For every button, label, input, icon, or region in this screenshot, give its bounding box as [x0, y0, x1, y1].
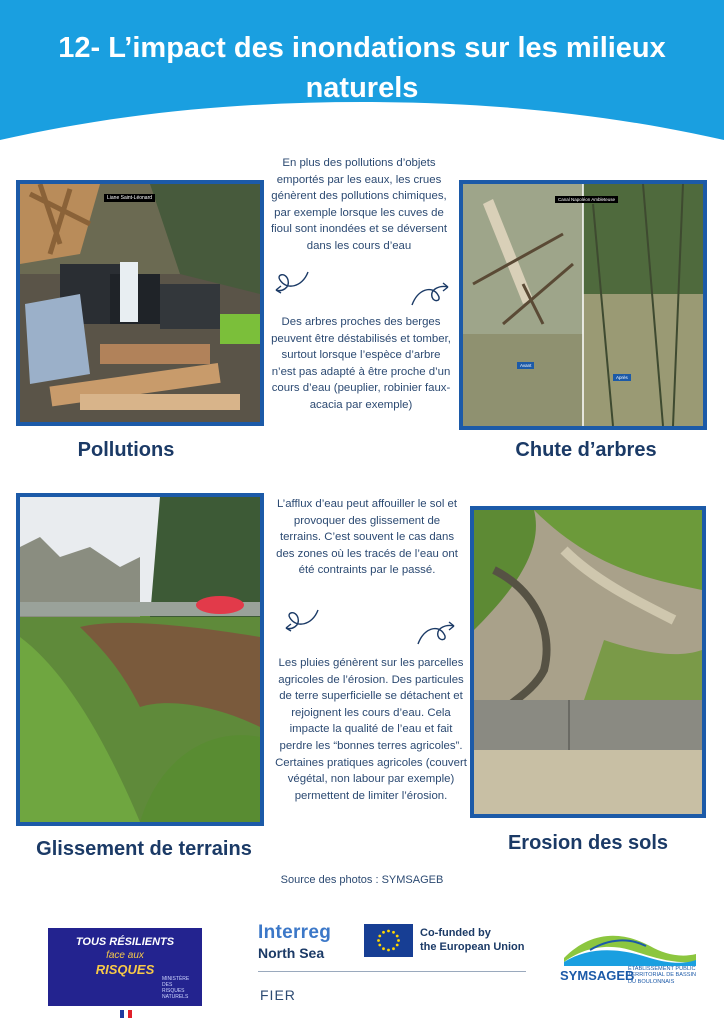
symsageb-wave-icon	[560, 928, 700, 968]
before-label: Avant	[517, 362, 534, 369]
logo-text: RISQUES	[95, 962, 155, 977]
logo-text: North Sea	[258, 945, 325, 961]
tous-resilients-logo	[48, 928, 202, 1006]
logo-text: SYMSAGEB	[560, 968, 635, 983]
curl-arrow-icon	[414, 618, 458, 648]
caption-pollutions: Pollutions	[77, 439, 175, 461]
logo-text: TOUS RÉSILIENTS	[75, 936, 175, 948]
page-title: 12- L’impact des inondations sur les milieux naturels	[58, 32, 666, 104]
text-glissement: L’afflux d’eau peut affouiller le sol et provoquer des glissement de terrains. C’est souvent le cas dans des zones où les tracés de l’eau ont été contraints par le passé.	[276, 498, 458, 577]
curl-arrow-icon	[408, 279, 452, 309]
symsageb-logo	[560, 928, 700, 998]
text-chute-arbres: Des arbres proches des berges peuvent être déstabilisés et tomber, surtout lorsque l’espèce d’arbre n’est pas adapté à être proche d’un cours d’eau (peuplier, robinier faux-acacia par exemple)	[271, 316, 451, 411]
logo-text: face aux	[106, 950, 144, 961]
curl-arrow-icon	[272, 266, 312, 296]
logo-text: Interreg	[258, 922, 332, 943]
text-pollutions: En plus des pollutions d’objets emportés par les eaux, les crues génèrent des pollutions chimiques, par exemple lorsque les cuves de fioul sont inondées et se déversent dans les cours d’eau	[270, 157, 448, 252]
french-flag-icon	[120, 1010, 132, 1018]
text-erosion: Les pluies génèrent sur les parcelles agricoles de l’érosion. Des particules de terre superficielle se détachent et rejoignent les cours d’eau. Cela impacte la qualité de l’eau et fait perdre les “bonnes terres agricoles”. Certaines pratiques agricoles (couvert végétal, non labour par exemple) permettent de limiter l’érosion.	[275, 657, 467, 802]
divider	[258, 971, 526, 972]
photo-source: Source des photos : SYMSAGEB	[280, 874, 444, 886]
eu-cofunded-text	[420, 926, 525, 954]
curl-arrow-icon	[282, 604, 322, 634]
photo-label: Liane Saint-Léonard	[104, 194, 155, 202]
fier-label: FIER	[260, 987, 296, 1003]
photo-pollutions	[16, 180, 264, 426]
after-label: Après	[613, 374, 631, 381]
caption-glissement: Glissement de terrains	[36, 838, 252, 860]
logo-text: MINISTÈRE DES RISQUES NATURELS	[162, 976, 190, 1000]
eu-flag-icon	[364, 924, 413, 957]
photo-glissement	[16, 493, 264, 826]
logo-text: ÉTABLISSEMENT PUBLIC TERRITORIAL DE BASSIN DU BOULONNAIS	[628, 966, 697, 985]
logo-text: Co-funded by	[420, 927, 491, 939]
logo-text: the European Union	[420, 941, 525, 953]
caption-chute-arbres: Chute d’arbres	[515, 439, 657, 461]
photo-erosion	[470, 506, 706, 818]
interreg-logo	[258, 922, 331, 961]
caption-erosion: Erosion des sols	[507, 832, 669, 854]
photo-label: Canal Napoléon Ambleteuse	[555, 196, 618, 203]
photo-chute-arbres	[459, 180, 707, 430]
